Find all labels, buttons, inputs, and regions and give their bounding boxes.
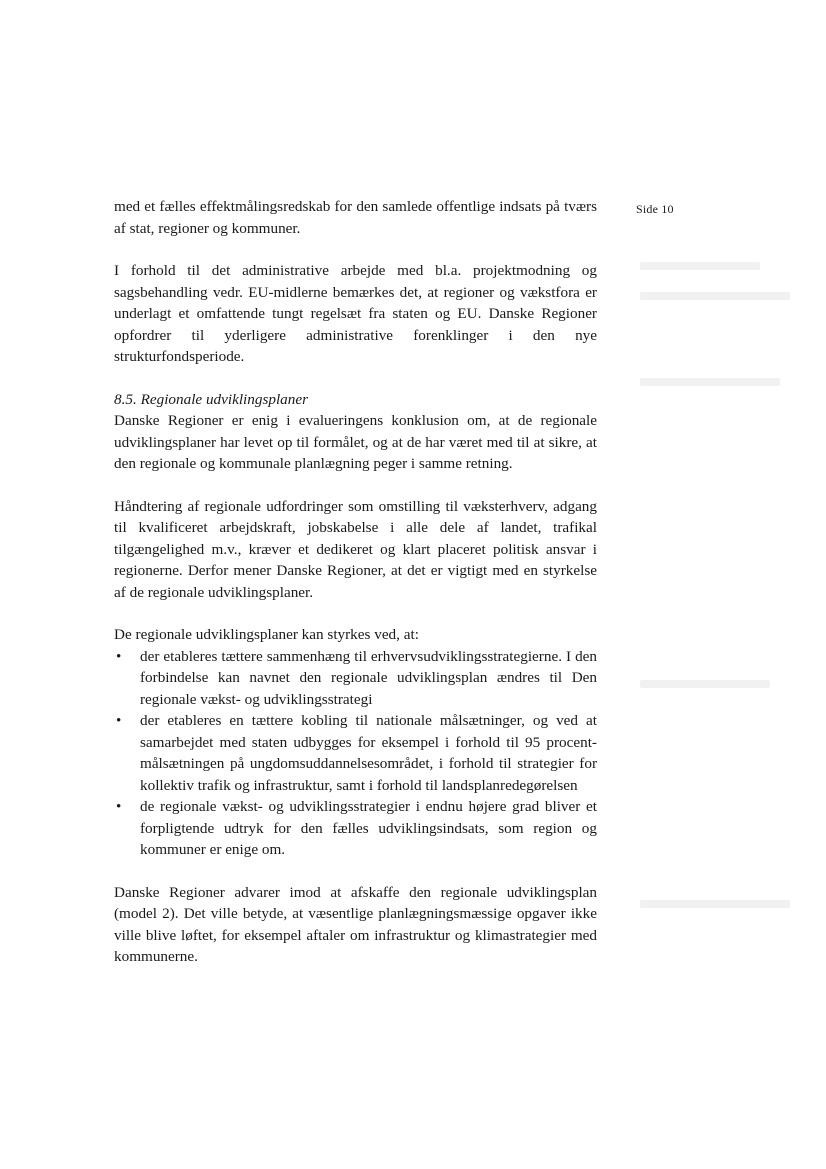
list-item: • der etableres en tættere kobling til nationale målsætninger, og ved at samarbejdet med staten udbygges for eksempel i forhold til 95 procent-målsætningen på ungdomsuddannelsesområdet, i forhold til strategier for kollektiv trafik og infrastruktur, samt i forhold til landsplanredegørelsen [114,710,597,796]
show-through-mark [640,900,790,908]
show-through-mark [640,378,780,386]
show-through-mark [640,292,790,300]
list-item: • de regionale vækst- og udviklingsstrategier i endnu højere grad bliver et forpligtende udtryk for den fælles udviklingsindsats, som region og kommuner er enige om. [114,796,597,861]
paragraph: Danske Regioner advarer imod at afskaffe den regionale udviklingsplan (model 2). Det ville betyde, at væsentlige planlægningsmæssige opgaver ikke ville blive løftet, for eksempel aftaler om infrastruktur og klimastrategier med kommunerne. [114,883,597,965]
list-item: • der etableres tættere sammenhæng til erhvervsudviklingsstrategierne. I den forbindelse kan navnet den regionale udviklingsplan ændres til Den regionale vækst- og udviklingsstrategi [114,646,597,711]
paragraph: Håndtering af regionale udfordringer som omstilling til væksterhverv, adgang til kvalificeret arbejdskraft, jobskabelse i alle dele af landet, trafikal tilgængelighed m.v., kræver et dedikeret og klart placeret politisk ansvar i regionerne. Derfor mener Danske Regioner, at det er vigtigt med en styrkelse af de regionale udviklingsplaner. [114,497,597,601]
paragraph: I forhold til det administrative arbejde med bl.a. projektmodning og sagsbehandling vedr. EU-midlerne bemærkes det, at regioner og vækstfora er underlagt et omfattende tungt regelsæt fra staten og EU. Danske Regioner opfordrer til yderligere administrative forenklinger i den nye strukturfondsperiode. [114,262,597,365]
show-through-mark [640,262,760,270]
paragraph: Danske Regioner er enig i evalueringens konklusion om, at de regionale udviklingsplaner har levet op til formålet, og at de har været med til at sikre, at den regionale og kommunale planlægning peger i samme retning. [114,412,597,472]
bullet-list [114,646,597,861]
section-heading: 8.5. Regionale udviklingsplaner [114,390,309,408]
list-intro: De regionale udviklingsplaner kan styrkes ved, at: [114,626,419,643]
body-text [114,196,597,968]
page-number: Side 10 [636,202,674,216]
show-through-mark [640,680,770,688]
paragraph: med et fælles effektmålingsredskab for den samlede offentlige indsats på tværs af stat, regioner og kommuner. [114,198,597,237]
